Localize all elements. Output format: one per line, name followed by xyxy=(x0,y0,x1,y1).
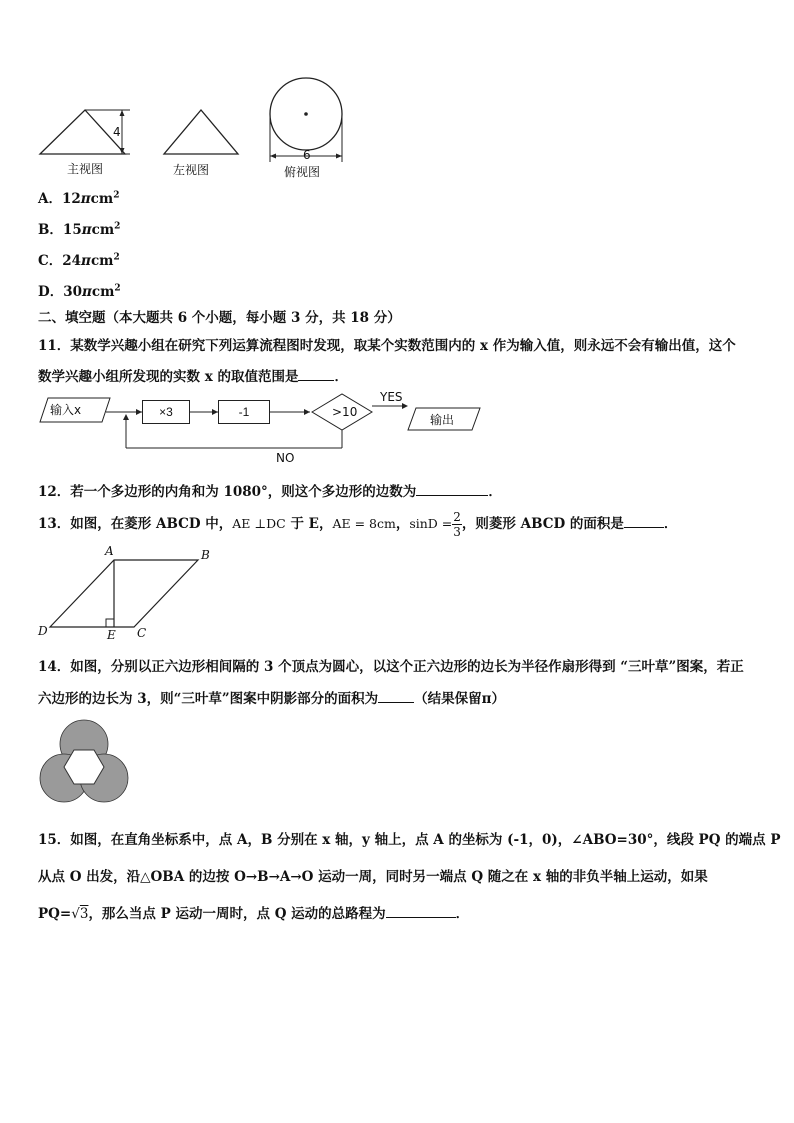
width-dimension-label: 6 xyxy=(303,148,311,162)
point-c-label: C xyxy=(137,626,147,640)
side-view-label: 左视图 xyxy=(173,163,210,177)
flow-condition-label: >10 xyxy=(332,405,358,419)
clover-figure xyxy=(36,718,134,806)
front-view-label: 主视图 xyxy=(67,162,104,176)
q12-line: 12．若一个多边形的内角和为 1080°，则这个多边形的边数为 ． xyxy=(38,484,502,500)
flow-yes-label: YES xyxy=(380,390,403,404)
sin-fraction: $\frac{2}{3}$ xyxy=(453,510,461,539)
q14-line1: 14．如图，分别以正六边形相间隔的 3 个顶点为圆心，以这个正六边形的边长为半径作扇形得到 “三叶草”图案，若正 xyxy=(38,659,744,675)
flow-input-label: 输入x xyxy=(50,403,82,417)
q15-line3: PQ=√3，那么当点 P 运动一周时，点 Q 运动的总路程为 ． xyxy=(38,906,470,922)
q14-line2: 六边形的边长为 3，则“三叶草”图案中阴影部分的面积为 （结果保留π） xyxy=(38,691,506,707)
option-a[interactable]: A．12πcm$^2$ xyxy=(38,190,120,207)
q11-answer-blank[interactable] xyxy=(298,368,334,381)
q12-answer-blank[interactable] xyxy=(416,483,488,496)
point-d-label: D xyxy=(38,624,48,638)
q15-answer-blank[interactable] xyxy=(386,905,456,918)
q13-answer-blank[interactable] xyxy=(624,515,664,528)
q13-line: 13．如图，在菱形 ABCD 中，AE ⊥DC 于 E，AE = 8cm，sinD = $\frac{2}{3}$ ，则菱形 ABCD 的面积是 ． xyxy=(38,510,678,539)
sqrt-symbol: √3 xyxy=(71,906,89,922)
q15-line1: 15．如图，在直角坐标系中，点 A，B 分别在 x 轴，y 轴上，点 A 的坐标为 (-1，0)，∠ABO=30°，线段 PQ 的端点 P xyxy=(38,832,781,848)
rhombus-figure xyxy=(40,552,210,634)
point-a-label: A xyxy=(105,544,114,558)
q11-line2: 数学兴趣小组所发现的实数 x 的取值范围是 ． xyxy=(38,369,348,385)
q11-line1: 11．某数学兴趣小组在研究下列运算流程图时发现，取某个实数范围内的 x 作为输入值，则永远不会有输出值，这个 xyxy=(38,338,736,354)
q14-answer-blank[interactable] xyxy=(378,690,414,703)
q15-line2: 从点 O 出发，沿△OBA 的边按 O→B→A→O 运动一周，同时另一端点 Q 随之在 x 轴的非负半轴上运动，如果 xyxy=(38,869,708,885)
section-heading: 二、填空题（本大题共 6 个小题，每小题 3 分，共 18 分） xyxy=(38,310,401,326)
flow-subtract-box: -1 xyxy=(218,400,270,424)
flow-no-label: NO xyxy=(276,451,295,465)
option-b[interactable]: B．15πcm$^2$ xyxy=(38,221,121,238)
option-c[interactable]: C．24πcm$^2$ xyxy=(38,252,120,269)
flow-multiply-box: ×3 xyxy=(142,400,190,424)
point-e-label: E xyxy=(107,628,116,642)
top-view-label: 俯视图 xyxy=(284,165,321,179)
flow-output-label: 输出 xyxy=(430,413,455,427)
height-dimension-label: 4 xyxy=(113,125,121,139)
side-view-triangle xyxy=(164,110,238,154)
option-d[interactable]: D．30πcm$^2$ xyxy=(38,283,121,300)
point-b-label: B xyxy=(201,548,210,562)
